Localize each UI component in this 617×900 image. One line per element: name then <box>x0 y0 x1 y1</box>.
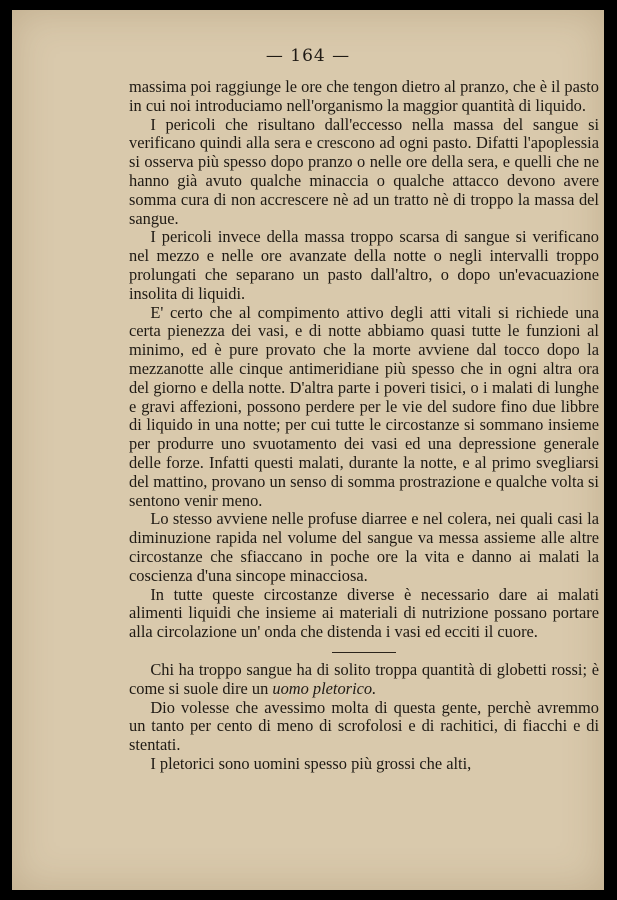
paragraph: I pletorici sono uomini spesso più grossi che alti, <box>150 753 472 773</box>
paragraph-continuation: massima poi raggiunge le ore che tengon dietro al pranzo, che è il pasto in cui noi introduciamo nell'organismo la maggior quantità di liquido. <box>129 77 599 115</box>
paragraph: I pericoli invece della massa troppo scarsa di sangue si verificano nel mezzo e nelle ore avanzate della notte o negli intervalli troppo prolungati che separano un pasto dall'altro, o dopo un'evacuazione insolita di liquidi. <box>129 227 599 303</box>
paragraph: Dio volesse che avessimo molta di questa gente, perchè avremmo un tanto per cento di meno di scrofolosi e di rachitici, di fiacchi e di stentati. <box>129 697 599 755</box>
body-text <box>129 78 599 774</box>
book-page <box>12 10 604 890</box>
paragraph: In tutte queste circostanze diverse è necessario dare ai malati alimenti liquidi che insieme ai materiali di nutrizione possano portare alla circolazione un' onda che distenda i vasi ed ecciti il cuore. <box>129 584 599 642</box>
paragraph-text: Chi ha troppo sangue ha di solito troppa quantità di globetti rossi; è come si suole dire un <box>129 659 599 698</box>
paragraph: I pericoli che risultano dall'eccesso nella massa del sangue si verificano quindi alla sera e crescono ad ogni pasto. Difatti l'apoplessia si osserva più spesso dopo pranzo o nelle ore della sera, e quelli che ne hanno già avuto qualche minaccia o qualche attacco devono avere somma cura di non accrescere nè ad un tratto nè di troppo la massa del sangue. <box>129 114 599 228</box>
page-number: — 164 — <box>265 46 351 66</box>
paragraph <box>129 661 599 699</box>
section-divider <box>332 652 396 653</box>
paragraph: E' certo che al compimento attivo degli atti vitali si richiede una certa pienezza dei vasi, e di notte abbiamo quasi tutte le funzioni al minimo, ed è pure provato che la morte avviene dal tocco dopo la mezzanotte alle cinque antimeridiane più spesso che in ogni altra ora del giorno e della notte. D'altra parte i poveri tisici, o i malati di lunghe e gravi affezioni, possono perdere per le vie del sudore fino due libbre di liquido in una notte; per cui tutte le circostanze si sommano insieme per produrre uno svuotamento dei vasi ed una depressione generale delle forze. Infatti questi malati, durante la notte, e al primo svegliarsi del mattino, provano un senso di somma prostrazione e qualche volta si sentono venir meno. <box>129 302 599 510</box>
italic-term: uomo pletorico. <box>272 678 377 698</box>
paragraph: Lo stesso avviene nelle profuse diarree e nel colera, nei quali casi la diminuzione rapida nel volume del sangue va messa assieme alle altre circostanze che sfiaccano in poche ore la vita e danno ai malati la coscienza d'una sincope minacciosa. <box>129 509 599 585</box>
